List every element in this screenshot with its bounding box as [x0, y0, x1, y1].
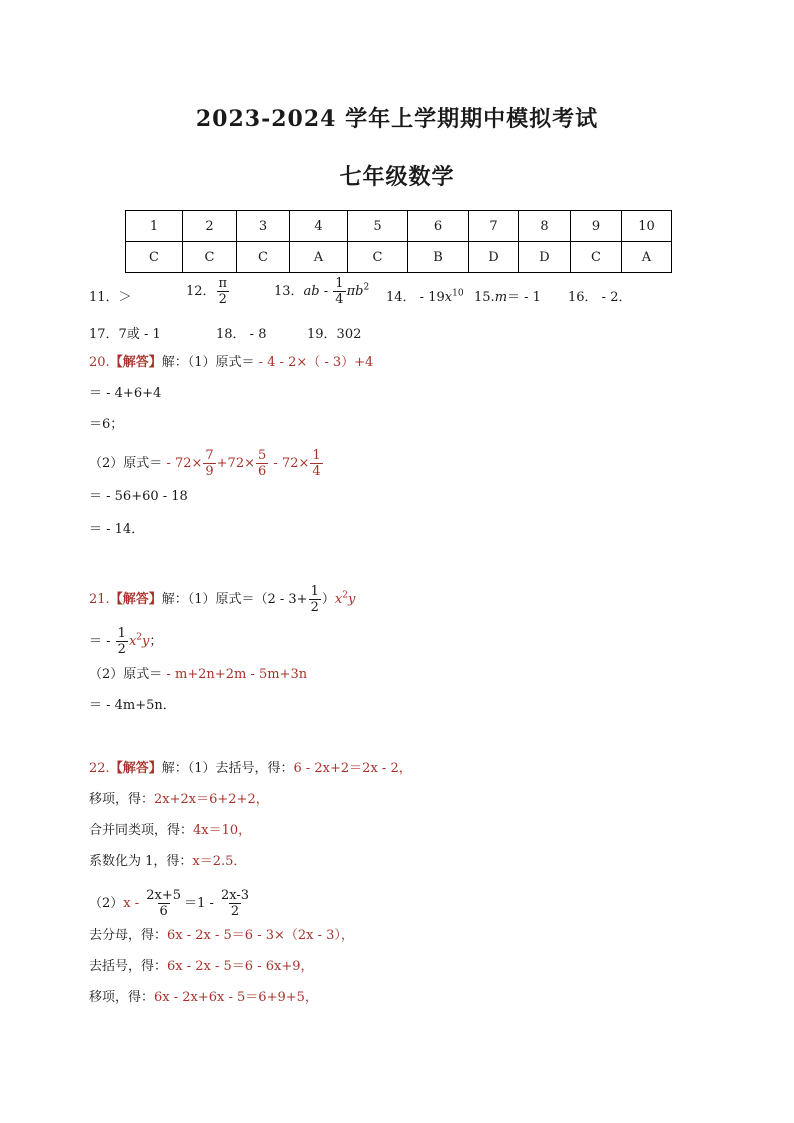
- table-cell: C: [237, 242, 290, 273]
- q14-coef: - 19: [415, 290, 445, 305]
- table-cell: 3: [237, 211, 290, 242]
- fraction: $\frac{7}{9}$: [205, 448, 214, 479]
- q13-term2: πb: [346, 284, 364, 299]
- table-cell: 6: [408, 211, 469, 242]
- table-cell: 9: [571, 211, 622, 242]
- q12-label: 12．: [186, 284, 216, 299]
- q20-line-2: ＝ - 4+6+4: [89, 386, 162, 401]
- table-cell: 1: [126, 211, 183, 242]
- fraction: $\frac{1}{2}$: [117, 626, 126, 657]
- table-cell: A: [622, 242, 672, 273]
- table-cell: C: [126, 242, 183, 273]
- q13-term: ab: [303, 284, 320, 299]
- answer-q16: 16． - 2．: [568, 290, 632, 305]
- table-row: [126, 211, 672, 242]
- q21-line-4: ＝ - 4m+5n．: [89, 698, 176, 713]
- table-cell: D: [469, 242, 519, 273]
- q22-line-4: 系数化为 1，得：x＝2.5．: [89, 854, 247, 869]
- q20-line-6: ＝ - 14．: [89, 522, 145, 537]
- q13-minus: -: [319, 284, 333, 299]
- q21-line-1: 21.【解答】解：（1）原式＝（2 - 3+ $\frac{1}{2}$ ）$x^2y$: [89, 584, 356, 615]
- q20-line-3: ＝6；: [89, 417, 124, 432]
- q21-label: 21.【解答】: [89, 592, 162, 607]
- q22-line-7: 去括号，得：6x - 2x - 5＝6 - 6x+9，: [89, 959, 314, 974]
- q12-fraction: [217, 276, 230, 307]
- fraction-denominator: 4: [335, 292, 344, 307]
- table-cell: B: [408, 242, 469, 273]
- fraction: $\frac{2x-3}{2}$: [221, 888, 250, 919]
- table-cell: C: [183, 242, 237, 273]
- q21-line-2: ＝ - $\frac{1}{2}$ $x^2y$；: [89, 626, 163, 657]
- q22-line-1: 22.【解答】解：（1）去括号，得：6 - 2x+2＝2x - 2，: [89, 761, 412, 776]
- table-cell: 2: [183, 211, 237, 242]
- table-cell: 5: [348, 211, 408, 242]
- table-cell: A: [290, 242, 348, 273]
- q13-label: 13．: [274, 284, 304, 299]
- answer-q14: [386, 286, 464, 305]
- q20-label: 20.【解答】: [89, 355, 162, 370]
- q15-label: 15.: [474, 290, 495, 305]
- fraction-numerator: π: [218, 276, 228, 291]
- q22-label: 22.【解答】: [89, 761, 162, 776]
- q20-line-4: （2）原式＝ - 72× $\frac{7}{9}$ +72× $\frac{5}{6}$ - 72× $\frac{1}{4}$: [89, 448, 321, 479]
- answer-q18: 18． - 8: [216, 327, 267, 342]
- q14-label: 14．: [386, 290, 416, 305]
- table-cell: 7: [469, 211, 519, 242]
- fraction: $\frac{5}{6}$: [257, 448, 267, 479]
- q14-var: x: [444, 290, 453, 305]
- table-row: [126, 242, 672, 273]
- q22-line-3: 合并同类项，得：4x＝10，: [89, 823, 252, 838]
- answer-q17: 17．7或 - 1: [89, 327, 161, 342]
- q22-line-8: 移项，得：6x - 2x+6x - 5＝6+9+5，: [89, 990, 318, 1005]
- exam-subtitle: 七年级数学: [339, 164, 455, 190]
- q15-var: m: [494, 290, 508, 305]
- q13-fraction: [333, 276, 345, 307]
- answer-q11: 11．＞: [89, 290, 132, 305]
- q20-line-5: ＝ - 56+60 - 18: [89, 489, 188, 504]
- q20-line-1: 20.【解答】解：（1）原式＝ - 4 - 2×（ - 3）+4: [89, 355, 374, 370]
- table-cell: C: [571, 242, 622, 273]
- q13-exponent: 2: [363, 282, 370, 293]
- answer-q15: [474, 286, 541, 305]
- answer-q13: [274, 276, 369, 307]
- fraction-numerator: 1: [335, 276, 344, 291]
- fraction-denominator: 2: [218, 292, 227, 307]
- table-cell: 10: [622, 211, 672, 242]
- table-cell: D: [519, 242, 571, 273]
- answer-q12: [186, 276, 230, 307]
- q22-line-6: 去分母，得：6x - 2x - 5＝6 - 3×（2x - 3），: [89, 928, 354, 943]
- fraction: $\frac{2x+5}{6}$: [146, 888, 182, 919]
- q22-line-2: 移项，得：2x+2x＝6+2+2，: [89, 792, 269, 807]
- table-cell: 4: [290, 211, 348, 242]
- q22-line-5: （2）x - $\frac{2x+5}{6}$ ＝1 - $\frac{2x-3}{2}$: [89, 888, 250, 919]
- exam-title: 2023-2024 学年上学期期中模拟考试: [195, 106, 599, 132]
- fraction: $\frac{1}{4}$: [312, 448, 321, 479]
- table-cell: C: [348, 242, 408, 273]
- answer-q19: 19．302: [307, 327, 362, 342]
- q14-exponent: 10: [452, 288, 464, 299]
- q15-value: ＝ - 1: [507, 290, 541, 305]
- table-cell: 8: [519, 211, 571, 242]
- fraction: $\frac{1}{2}$: [310, 584, 319, 615]
- answer-table: [125, 210, 672, 273]
- q21-line-3: （2）原式＝ - m+2n+2m - 5m+3n: [89, 667, 308, 682]
